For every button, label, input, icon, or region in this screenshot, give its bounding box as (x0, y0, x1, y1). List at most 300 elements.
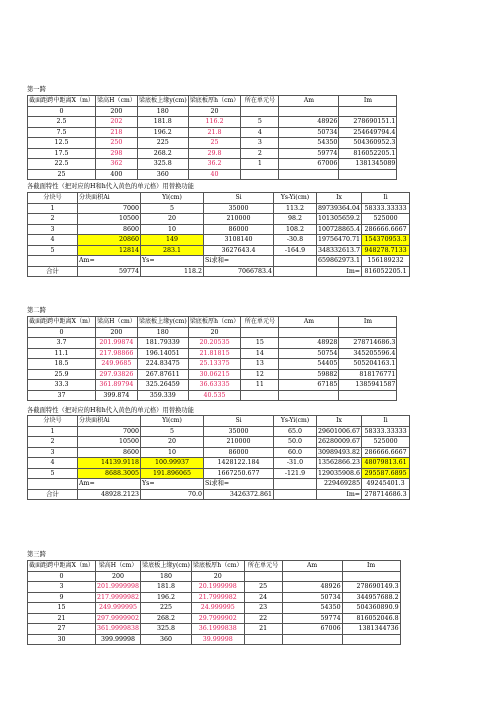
ys-label: Ys= (141, 479, 204, 490)
table-cell: 22.5 (28, 159, 96, 170)
table-cell: 40 (188, 169, 241, 180)
table-cell: 362 (95, 159, 137, 170)
table-cell: 36.1999838 (191, 624, 244, 635)
table-cell: 1 (28, 426, 78, 437)
table-cell: 25 (28, 169, 96, 180)
table-cell: 17.5 (28, 148, 96, 159)
table-row (28, 138, 397, 149)
table-row (28, 592, 401, 603)
column-header: Am (279, 317, 339, 328)
table-cell: 181.79339 (137, 338, 188, 349)
table-cell: 29.8 (188, 148, 241, 159)
si-label: Si求和= (204, 256, 274, 267)
am-label: Am= (78, 479, 141, 490)
table-cell: 5 (28, 468, 78, 479)
table-cell: 89739364.04 (318, 204, 361, 212)
table-cell: 37 (28, 390, 96, 401)
table-cell (244, 634, 282, 645)
section-table (27, 560, 401, 645)
column-header: 梁底板上缘y(cm) (142, 562, 190, 570)
table-cell: 348332613.7 (318, 246, 361, 254)
table-cell: 3 (28, 224, 78, 235)
table-cell: 116.2 (188, 117, 241, 128)
am-value: 59774 (78, 266, 141, 277)
table-cell: 191.896065 (141, 468, 204, 479)
table-cell (274, 256, 317, 267)
column-header: Am (279, 96, 339, 107)
table-row (28, 224, 410, 235)
table-cell: 525000 (362, 214, 410, 225)
table-cell: 1381345089 (339, 159, 397, 170)
table-cell: 249.999995 (95, 603, 140, 614)
table-cell: 65.0 (274, 426, 317, 437)
table-row (28, 359, 397, 370)
table-row (28, 348, 397, 359)
column-header: Si (204, 416, 274, 427)
table-cell: 360 (141, 634, 192, 645)
table-cell: 21.7999982 (191, 592, 244, 603)
table-cell: 59882 (279, 369, 339, 380)
table-cell: 108.2 (274, 224, 317, 235)
table-row (28, 437, 410, 448)
table-cell: 86000 (204, 224, 274, 235)
table-cell: 26280009.67 (318, 438, 361, 446)
column-header: 所在单元号 (244, 561, 282, 572)
table-cell: 816052205.1 (339, 148, 397, 159)
table-row (28, 571, 401, 582)
column-header: 梁底板厚h（cm） (189, 318, 240, 326)
table-cell: 20 (141, 214, 204, 225)
table-cell: 0 (28, 106, 96, 117)
table-row (28, 127, 397, 138)
span1-title: 第一跨 (27, 86, 46, 93)
table-cell: 1 (28, 203, 78, 214)
table-row (28, 338, 397, 349)
table-cell: 2 (241, 148, 279, 159)
column-header: Yi(cm) (141, 416, 204, 427)
table-cell: 3.7 (28, 338, 96, 349)
table-cell: 24.999995 (191, 603, 244, 614)
column-header: Im (342, 561, 400, 572)
table-cell: 12.5 (28, 138, 96, 149)
table-cell (274, 489, 317, 500)
table-cell: 283.1 (141, 245, 204, 256)
table-cell: 20 (141, 437, 204, 448)
table-cell: 1 (241, 159, 279, 170)
table-row (28, 203, 410, 214)
table-cell: 54405 (279, 359, 339, 370)
table-cell: 297.9999902 (96, 614, 140, 622)
table-cell: 100.99937 (141, 458, 204, 469)
table-cell (274, 479, 317, 490)
ii-sum: 156189232 (362, 256, 410, 267)
table-row (28, 426, 410, 437)
table-cell: 278690149.3 (342, 582, 400, 593)
table-cell: 54350 (279, 138, 339, 149)
table-cell: 86000 (204, 447, 274, 458)
table-row (28, 447, 410, 458)
table-cell: 202 (95, 117, 137, 128)
table-cell: 1385941587 (339, 380, 397, 391)
column-header: 所在单元号 (241, 96, 279, 107)
column-header: Ys-Yi(cm) (274, 416, 317, 427)
table-cell: 278714686.3 (339, 338, 397, 349)
table-cell: 58333.33333 (362, 426, 410, 437)
table-cell: 24 (244, 592, 282, 603)
table-cell (339, 327, 397, 338)
column-header: 梁高H（cm） (95, 561, 140, 572)
table-cell (241, 327, 279, 338)
column-header: 梁高H（cm） (96, 97, 136, 105)
table-cell: 33.3 (28, 380, 96, 391)
table-cell: 250 (95, 138, 137, 149)
span3-title: 第三跨 (27, 551, 46, 558)
column-header: 梁底板上缘y(cm) (138, 97, 187, 105)
am-label: Am= (78, 256, 141, 267)
table-cell (244, 571, 282, 582)
table-cell (241, 106, 279, 117)
table-cell: 7000 (78, 203, 141, 214)
table-cell: 0 (28, 327, 96, 338)
table-cell: 15 (28, 603, 96, 614)
ys-value: 118.2 (141, 266, 204, 277)
table-cell: 1381344736 (342, 624, 400, 635)
table-cell: -30.8 (274, 235, 317, 246)
table-row (28, 468, 410, 479)
table-cell: 1667250.677 (204, 468, 274, 479)
im-value: 278714686.3 (362, 489, 410, 500)
column-header: 分块面积Ai (78, 416, 141, 427)
table-cell (28, 479, 78, 490)
table-row (28, 369, 397, 380)
table-cell: 2.5 (28, 117, 96, 128)
table-cell: 201.99874 (95, 338, 137, 349)
table-cell: 10 (141, 224, 204, 235)
ys-label: Ys= (141, 256, 204, 267)
table-cell: 13 (241, 359, 279, 370)
table-cell (274, 266, 317, 277)
table-cell: -121.9 (274, 468, 317, 479)
table-row (28, 624, 401, 635)
table-cell: 249.9685 (95, 359, 137, 370)
table-cell: 10500 (78, 214, 141, 225)
im-label: Im= (317, 489, 362, 500)
table-cell: 325.26459 (137, 380, 188, 391)
table-cell: 180 (137, 106, 188, 117)
table-cell: 200 (95, 106, 137, 117)
table-cell: 25.9 (28, 369, 96, 380)
table-cell: 21 (244, 624, 282, 635)
im-label: Im= (317, 266, 362, 277)
table-cell: 60.0 (274, 447, 317, 458)
table-cell: -31.0 (274, 458, 317, 469)
table-cell: 67006 (282, 624, 342, 635)
table-row (28, 582, 401, 593)
table-row (28, 214, 410, 225)
table-cell: 67006 (279, 159, 339, 170)
table-cell: 36.63335 (188, 380, 241, 391)
table-cell: 29601006.67 (318, 427, 361, 435)
table-cell: 18.5 (28, 359, 96, 370)
table-cell: 54350 (282, 603, 342, 614)
table-cell: 59774 (279, 148, 339, 159)
table-cell: -164.9 (274, 245, 317, 256)
column-header: 梁底板厚h（cm） (189, 97, 240, 105)
table-cell: 58333.33333 (362, 203, 410, 214)
table-cell: 14 (241, 348, 279, 359)
span2-properties-title: 各截面特性（把对应的H和h代入黄色的单元格）用替换功能 (27, 407, 194, 414)
column-header: Ix (317, 193, 362, 204)
table-cell: 948278.7133 (362, 245, 410, 256)
table-cell: 344957688.2 (342, 592, 400, 603)
table-cell: 201.9999998 (96, 583, 140, 591)
table-cell (339, 169, 397, 180)
table-cell (241, 390, 279, 401)
table-cell: 0 (28, 571, 96, 582)
table-cell: 67185 (279, 380, 339, 391)
table-cell: 25 (188, 138, 241, 149)
column-header: 梁底板厚h（cm） (192, 562, 243, 570)
column-header: 梁高H（cm） (96, 318, 136, 326)
column-header: Ix (317, 416, 362, 427)
column-header: Yi(cm) (141, 193, 204, 204)
properties-table (27, 192, 410, 277)
ix-sum: 659862973.1 (318, 257, 361, 265)
table-cell: 225 (141, 603, 192, 614)
table-row (28, 235, 410, 246)
span2-title: 第二跨 (27, 307, 46, 314)
table-cell: 20.1999998 (191, 582, 244, 593)
table-cell: 20.20535 (188, 338, 241, 349)
table-row (28, 169, 397, 180)
table-row (28, 380, 397, 391)
properties-table (27, 415, 410, 500)
table-cell: 286666.6667 (362, 224, 410, 235)
column-header: 所在单元号 (241, 317, 279, 328)
table-cell: 196.14051 (137, 348, 188, 359)
si-value: 3426372.861 (204, 489, 274, 500)
table-cell: 286666.6667 (362, 447, 410, 458)
table-row (28, 327, 397, 338)
table-cell: 11 (241, 380, 279, 391)
table-cell: 7.5 (28, 127, 96, 138)
table-cell: 3 (241, 138, 279, 149)
table-cell: 217.9999982 (96, 593, 140, 601)
table-cell: 399.99998 (95, 634, 140, 645)
table-cell (279, 106, 339, 117)
table-cell: 10 (141, 447, 204, 458)
column-header: 分块号 (28, 416, 78, 427)
table-cell: 14139.9118 (78, 458, 141, 469)
im-value: 816052205.1 (362, 266, 410, 277)
table-cell: 50734 (282, 592, 342, 603)
table-cell (339, 390, 397, 401)
table-cell: 816052046.8 (342, 613, 400, 624)
table-cell: 154370953.3 (362, 235, 410, 246)
table-cell: 181.8 (137, 117, 188, 128)
ys-value: 70.0 (141, 489, 204, 500)
column-header: 截面距跨中距离X（m） (29, 97, 94, 105)
table-cell: 298 (95, 148, 137, 159)
table-cell: 224.83475 (137, 359, 188, 370)
table-cell: 48079813.61 (362, 458, 410, 469)
table-cell: 36.2 (188, 159, 241, 170)
table-cell: 40.535 (188, 390, 241, 401)
table-cell (279, 327, 339, 338)
table-cell: 48926 (282, 582, 342, 593)
table-cell: 345205596.4 (339, 348, 397, 359)
table-row (28, 603, 401, 614)
table-cell: 181.8 (141, 582, 192, 593)
table-cell: 210000 (204, 437, 274, 448)
table-cell: 278690151.1 (339, 117, 397, 128)
table-cell: 200 (95, 327, 137, 338)
si-label: Si求和= (204, 479, 274, 490)
table-cell: 113.2 (274, 203, 317, 214)
table-cell: 98.2 (274, 214, 317, 225)
table-cell: 21.81815 (188, 348, 241, 359)
table-cell: 359.339 (137, 390, 188, 401)
table-cell: 180 (141, 571, 192, 582)
table-cell: 525000 (362, 437, 410, 448)
table-cell: 196.2 (141, 592, 192, 603)
si-value: 7066783.4 (204, 266, 274, 277)
table-cell: 504360952.3 (339, 138, 397, 149)
table-cell: 21 (28, 613, 96, 624)
table-row (28, 390, 397, 401)
table-cell: 5 (28, 245, 78, 256)
table-cell: 30 (28, 634, 96, 645)
column-header: Im (339, 96, 397, 107)
table-cell: 20 (188, 106, 241, 117)
table-cell: 505204163.1 (339, 359, 397, 370)
table-cell: 10500 (78, 437, 141, 448)
ii-sum: 49245401.3 (362, 479, 410, 490)
table-cell: 35000 (204, 203, 274, 214)
table-row (28, 613, 401, 624)
table-cell: 13562866.23 (318, 459, 361, 467)
table-cell: 2 (28, 214, 78, 225)
table-cell: 15 (241, 338, 279, 349)
column-header: Ii (362, 193, 410, 204)
table-cell: 360 (137, 169, 188, 180)
table-cell: 30.06215 (188, 369, 241, 380)
table-cell: 50734 (279, 127, 339, 138)
table-cell (342, 571, 400, 582)
table-cell: 11.1 (28, 348, 96, 359)
table-cell: 4 (28, 235, 78, 246)
table-cell: 8600 (78, 224, 141, 235)
column-header: 梁底板上缘y(cm) (138, 318, 187, 326)
column-header: Im (339, 317, 397, 328)
table-cell: 4 (28, 458, 78, 469)
table-cell: 1428122.184 (204, 458, 274, 469)
table-cell: 217.98866 (95, 348, 137, 359)
table-row (28, 159, 397, 170)
table-cell: 30989493.82 (318, 448, 361, 456)
table-cell (282, 634, 342, 645)
table-cell: 29.7999902 (191, 613, 244, 624)
column-header: Si (204, 193, 274, 204)
table-cell: 504360890.9 (342, 603, 400, 614)
table-cell: 297.93826 (95, 369, 137, 380)
table-row (28, 245, 410, 256)
column-header: 截面距跨中距离X（m） (29, 562, 94, 570)
table-cell: 196.2 (137, 127, 188, 138)
table-cell: 325.8 (137, 159, 188, 170)
table-cell: 48928 (279, 338, 339, 349)
table-cell: 3 (28, 582, 96, 593)
table-cell: 48926 (279, 117, 339, 128)
table-cell: 210000 (204, 214, 274, 225)
total-label: 合计 (28, 266, 78, 277)
ix-sum: 229469285 (317, 479, 362, 490)
table-row (28, 458, 410, 469)
column-header: 分块号 (28, 193, 78, 204)
table-cell (342, 634, 400, 645)
table-cell: 400 (95, 169, 137, 180)
table-cell (241, 169, 279, 180)
table-cell: 25.13375 (188, 359, 241, 370)
table-cell: 325.8 (141, 624, 192, 635)
table-cell: 20 (191, 571, 244, 582)
table-cell: 361.9999838 (96, 625, 140, 633)
table-cell: 361.89794 (95, 380, 137, 391)
table-cell: 254649794.4 (339, 127, 397, 138)
table-row (28, 117, 397, 128)
table-cell: 399.874 (95, 390, 137, 401)
table-cell (339, 106, 397, 117)
table-cell: 4 (241, 127, 279, 138)
table-row (28, 634, 401, 645)
table-cell (282, 571, 342, 582)
table-cell: 25 (244, 582, 282, 593)
table-cell: 268.2 (141, 613, 192, 624)
table-cell: 35000 (204, 426, 274, 437)
section-table (27, 316, 397, 401)
table-cell: 50.0 (274, 437, 317, 448)
table-cell: 200 (95, 571, 140, 582)
column-header: 截面距跨中距离X（m） (29, 318, 94, 326)
table-cell: 7000 (78, 426, 141, 437)
table-cell: 218 (95, 127, 137, 138)
section-table (27, 95, 397, 180)
table-cell: 100728865.4 (318, 225, 361, 233)
table-cell: 5 (241, 117, 279, 128)
span1-properties-title: 各截面特性（把对应的H和h代入黄色的单元格）用替换功能 (27, 183, 194, 190)
table-cell: 180 (137, 327, 188, 338)
total-label: 合计 (28, 489, 78, 500)
table-cell: 20860 (78, 235, 141, 246)
table-cell: 295587.6895 (362, 468, 410, 479)
table-cell: 59774 (282, 613, 342, 624)
table-cell: 3627643.4 (204, 245, 274, 256)
table-cell: 39.99998 (191, 634, 244, 645)
table-cell: 21.8 (188, 127, 241, 138)
table-cell: 20 (188, 327, 241, 338)
table-row (28, 106, 397, 117)
table-cell (279, 169, 339, 180)
table-cell: 3 (28, 447, 78, 458)
table-cell: 8688.3005 (78, 468, 141, 479)
table-cell: 12814 (78, 245, 141, 256)
table-cell: 19756470.71 (318, 236, 361, 244)
table-cell: 27 (28, 624, 96, 635)
am-value: 48928.2123 (78, 489, 141, 500)
table-cell: 101305659.2 (318, 215, 361, 223)
table-cell: 50754 (279, 348, 339, 359)
table-cell (28, 256, 78, 267)
